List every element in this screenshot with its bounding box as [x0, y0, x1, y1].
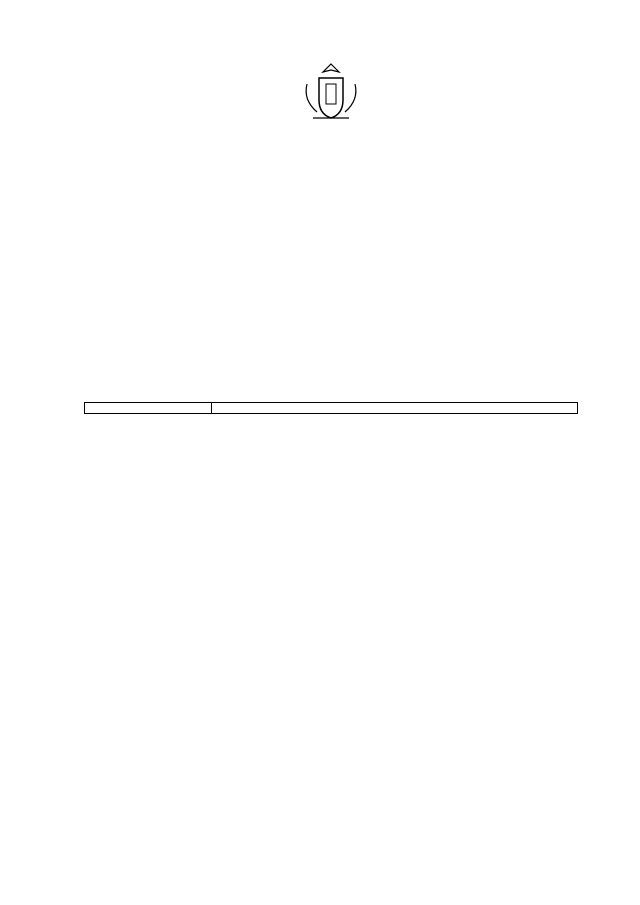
table-values-cell [212, 403, 578, 414]
table-row [85, 403, 578, 414]
document-type-title [84, 190, 578, 212]
organization-title [84, 142, 578, 164]
coat-of-arms-icon [299, 60, 363, 124]
resource-table [84, 402, 578, 414]
document-subject [94, 294, 568, 366]
table-label-cell [85, 403, 212, 414]
document-city [84, 254, 578, 272]
document-meta [84, 236, 578, 272]
emblem [84, 0, 578, 124]
document-date-number [84, 236, 578, 254]
